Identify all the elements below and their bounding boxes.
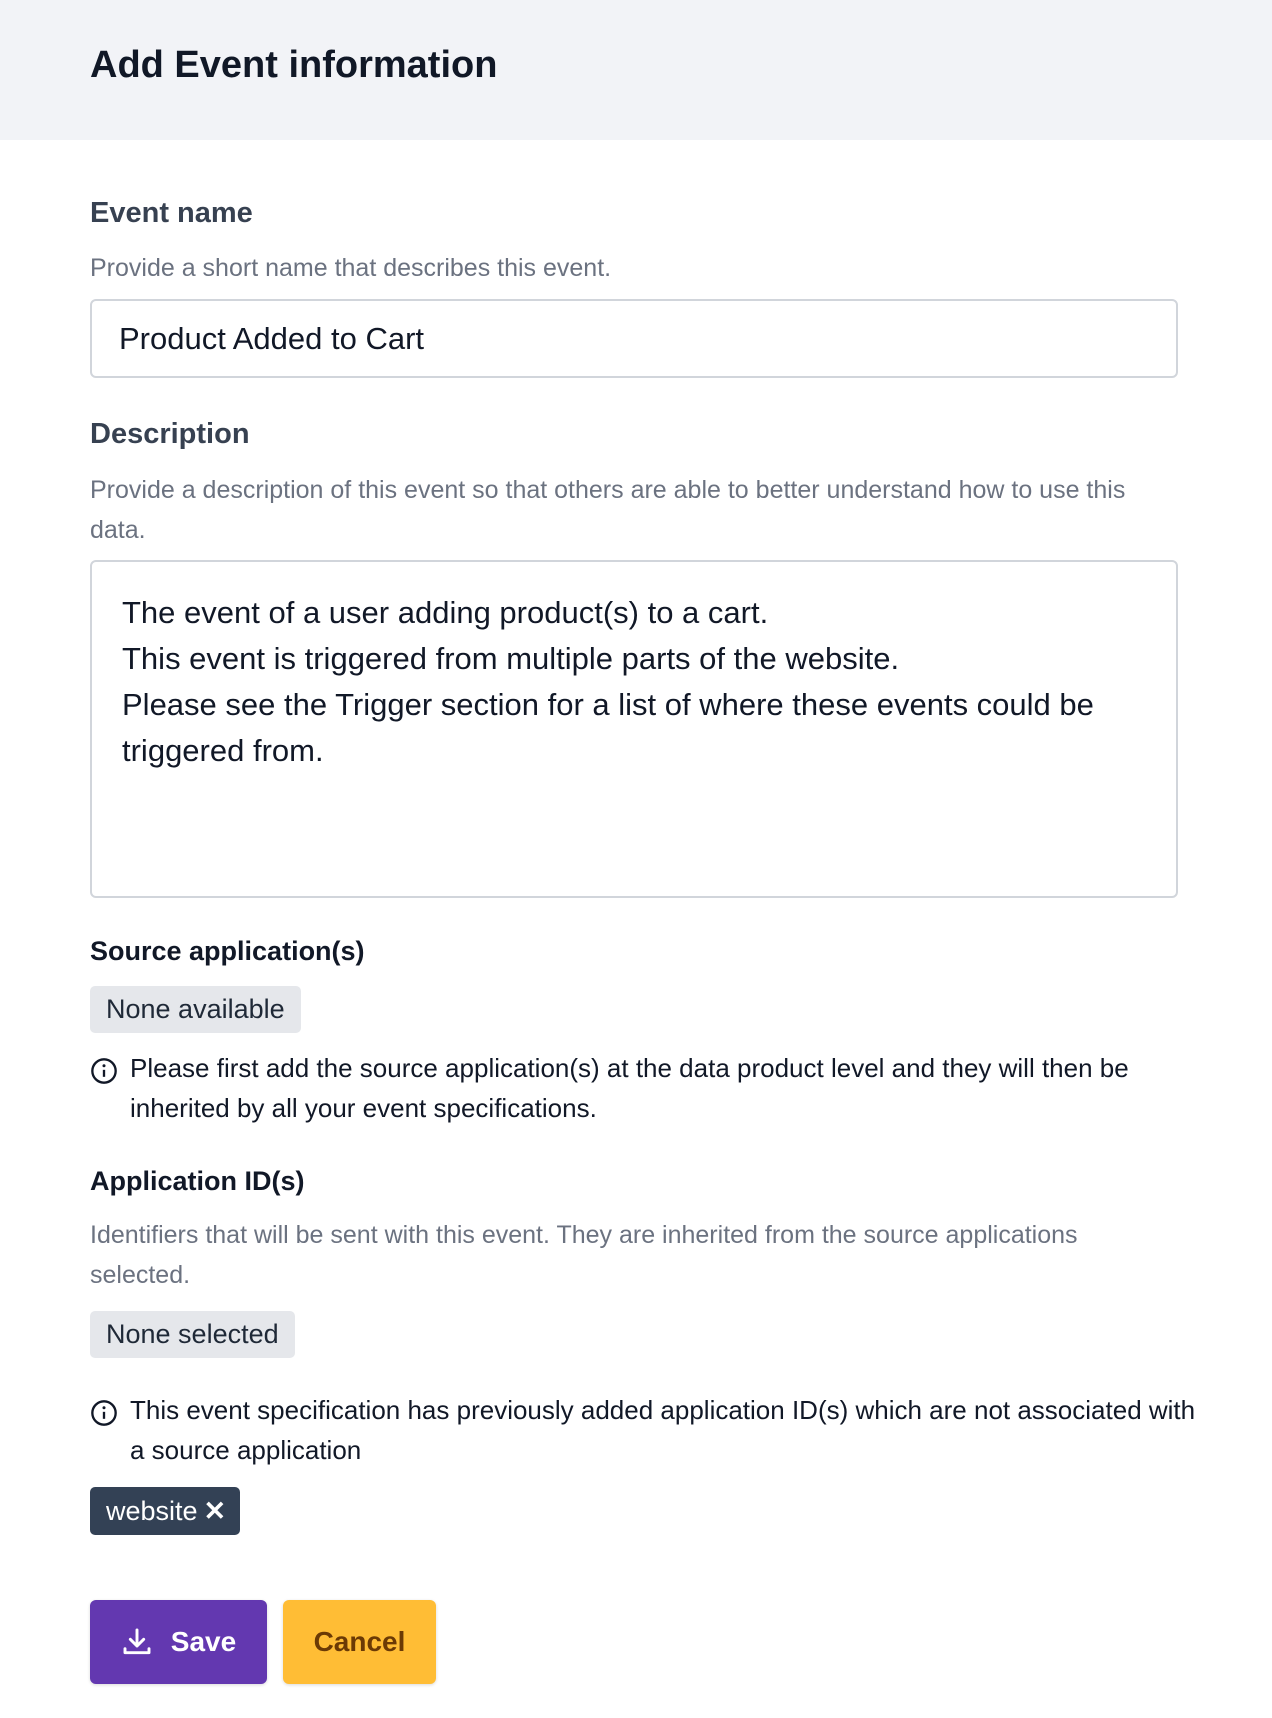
app-ids-help: Identifiers that will be sent with this event. They are inherited from the source applications selected. bbox=[90, 1221, 1078, 1289]
page-title: Add Event information bbox=[90, 44, 498, 86]
app-ids-label: Application ID(s) bbox=[90, 1166, 305, 1196]
source-apps-chip: None available bbox=[90, 986, 301, 1033]
info-icon bbox=[90, 1399, 118, 1427]
source-apps-info bbox=[90, 1048, 1200, 1128]
download-icon bbox=[121, 1626, 153, 1658]
app-id-tag-label: website bbox=[106, 1496, 198, 1526]
event-name-help: Provide a short name that describes this event. bbox=[90, 254, 612, 282]
event-name-input[interactable]: Product Added to Cart bbox=[90, 299, 1178, 378]
app-ids-info-text: This event specification has previously added application ID(s) which are not associated with a source application bbox=[130, 1395, 1196, 1465]
remove-tag-icon[interactable]: ✕ bbox=[203, 1496, 227, 1526]
dialog-header bbox=[0, 0, 1272, 140]
cancel-button[interactable]: Cancel bbox=[283, 1600, 436, 1684]
source-apps-info-text: Please first add the source application(s) at the data product level and they will then be inherited by all your event specifications. bbox=[130, 1053, 1129, 1123]
description-label: Description bbox=[90, 418, 250, 450]
save-label: Save bbox=[170, 1626, 237, 1657]
save-button[interactable] bbox=[90, 1600, 267, 1684]
source-apps-label: Source application(s) bbox=[90, 936, 365, 966]
description-help: Provide a description of this event so that others are able to better understand how to use this data. bbox=[90, 476, 1126, 544]
info-icon bbox=[90, 1057, 118, 1085]
app-id-tag bbox=[90, 1487, 240, 1535]
app-ids-info bbox=[90, 1390, 1200, 1470]
app-ids-chip: None selected bbox=[90, 1311, 295, 1358]
description-textarea[interactable]: The event of a user adding product(s) to a cart. This event is triggered from multiple parts of the website. Please see the Trigger section for a list of where these events could be triggered from. bbox=[90, 560, 1178, 898]
event-name-label: Event name bbox=[90, 197, 253, 229]
